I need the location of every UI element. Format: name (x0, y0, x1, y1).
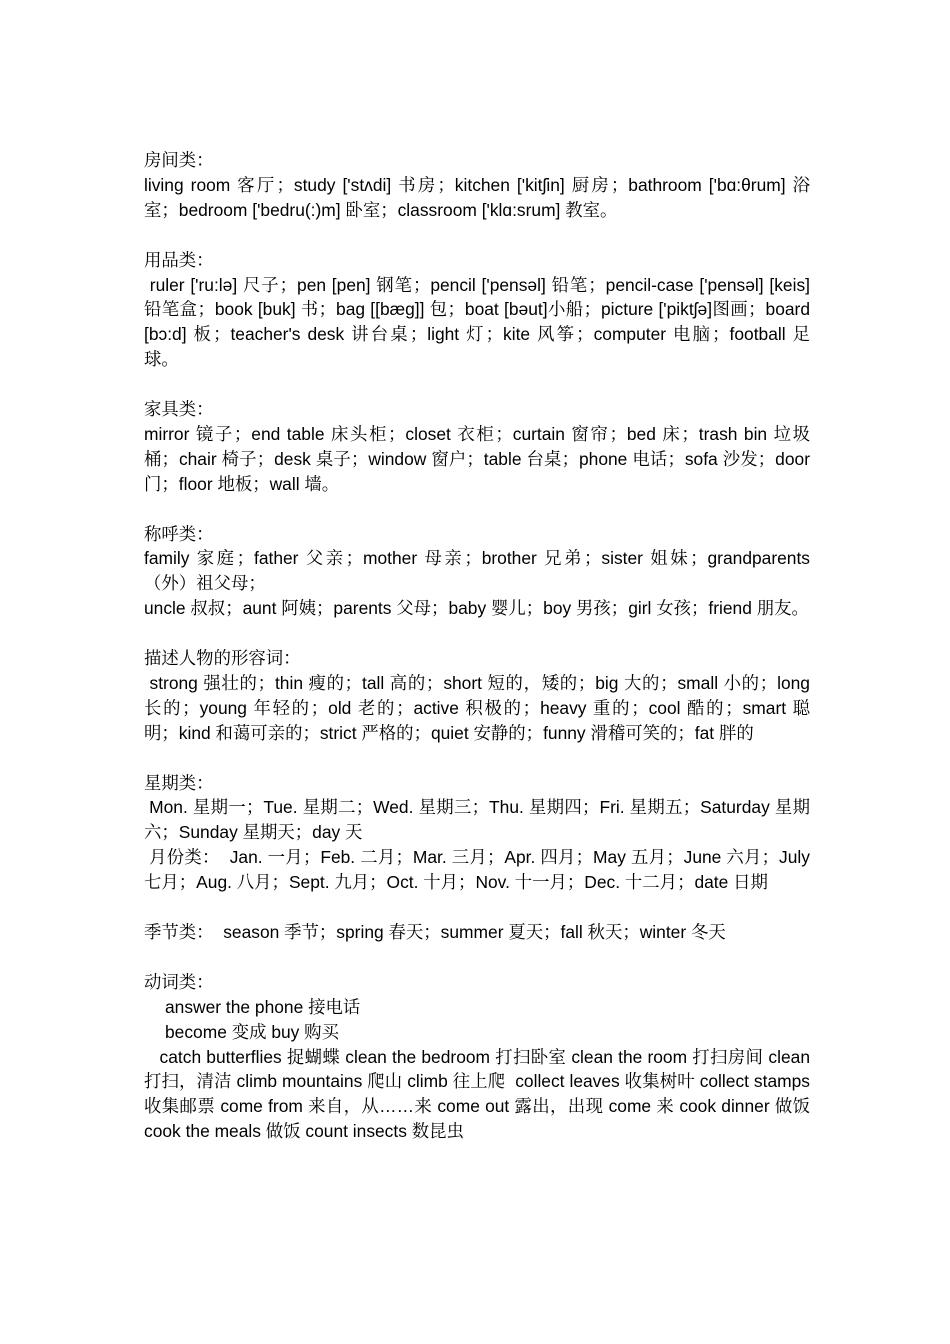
rooms-heading: 房间类： (144, 150, 214, 170)
spacer (144, 895, 810, 920)
verbs-line-1: answer the phone 接电话 (165, 996, 361, 1017)
family-heading: 称呼类： (144, 523, 214, 544)
adjectives-paragraph: strong 强壮的；thin 瘦的；tall 高的；short 短的，矮的；big 大的；small 小的；long 长的；young 年轻的；old 老的；active 积极的；heavy 重的；cool 酷的；smart 聪明；kind 和蔼可亲的；strict 严格的；quiet 安静的；funny 滑稽可笑的；fat 胖的 (144, 672, 815, 743)
spacer (144, 497, 810, 522)
document-page (144, 148, 820, 1144)
supplies-paragraph: ruler ['ru:lə] 尺子；pen [pen] 钢笔；pencil ['pensəl] 铅笔；pencil-case ['pensəl] [keis]铅笔盒；book [buk] 书；bag [[bæɡ]] 包；boat [bəut]小船；picture ['piktʃə]图画；board [bɔ:d] 板；teacher's desk 讲台桌；light 灯；kite 风筝；computer 电脑；football 足球。 (144, 274, 815, 370)
week-paragraph: Mon. 星期一；Tue. 星期二；Wed. 星期三；Thu. 星期四；Fri. 星期五；Saturday 星期六；Sunday 星期天；day 天 (144, 797, 810, 843)
supplies-heading: 用品类： (144, 249, 214, 270)
furniture-heading: 家具类： (144, 399, 214, 420)
spacer (144, 746, 810, 771)
furniture-paragraph: mirror 镜子；end table 床头柜；closet 衣柜；curtain 窗帘；bed 床；trash bin 垃圾桶；chair 椅子；desk 桌子；window 窗户；table 台桌；phone 电话；sofa 沙发；door 门；floor 地板；wall 墙。 (144, 423, 810, 494)
family-paragraph-2: uncle 叔叔；aunt 阿姨；parents 父母；baby 婴儿；boy 男孩；girl 女孩；friend 朋友。 (144, 598, 809, 619)
verbs-paragraph: catch butterflies 捉蝴蝶 clean the bedroom 打扫卧室 clean the room 打扫房间 clean 打扫，清洁 climb mountains 爬山 climb 往上爬 collect leaves 收集树叶 collect stamps 收集邮票 come from 来自，从……来 come out 露出，出现 come 来 cook dinner 做饭 cook the meals 做饭 count insects 数昆虫 (144, 1046, 820, 1142)
spacer (144, 945, 810, 970)
rooms-paragraph: living room 客厅；study ['stʌdi] 书房；kitchen ['kitʃin] 厨房；bathroom ['bɑ:θrum] 浴室；bedroom ['bedru(:)m] 卧室；classroom ['klɑ:srum] 教室。 (144, 174, 810, 220)
spacer (144, 372, 810, 397)
spacer (144, 223, 810, 248)
week-heading: 星期类： (144, 772, 214, 793)
verbs-line-2: become 变成 buy 购买 (165, 1021, 339, 1042)
months-paragraph: 月份类： Jan. 一月；Feb. 二月；Mar. 三月；Apr. 四月；May 五月；June 六月；July 七月；Aug. 八月；Sept. 九月；Oct. 十月；Nov. 十一月；Dec. 十二月；date 日期 (144, 847, 815, 893)
family-paragraph-1: family 家庭；father 父亲；mother 母亲；brother 兄弟；sister 姐妹；grandparents（外）祖父母； (144, 548, 810, 594)
spacer (144, 621, 810, 646)
seasons-paragraph: 季节类： season 季节；spring 春天；summer 夏天；fall 秋天；winter 冬天 (144, 922, 726, 942)
verbs-heading: 动词类： (144, 971, 214, 992)
adjectives-heading: 描述人物的形容词： (144, 648, 301, 669)
